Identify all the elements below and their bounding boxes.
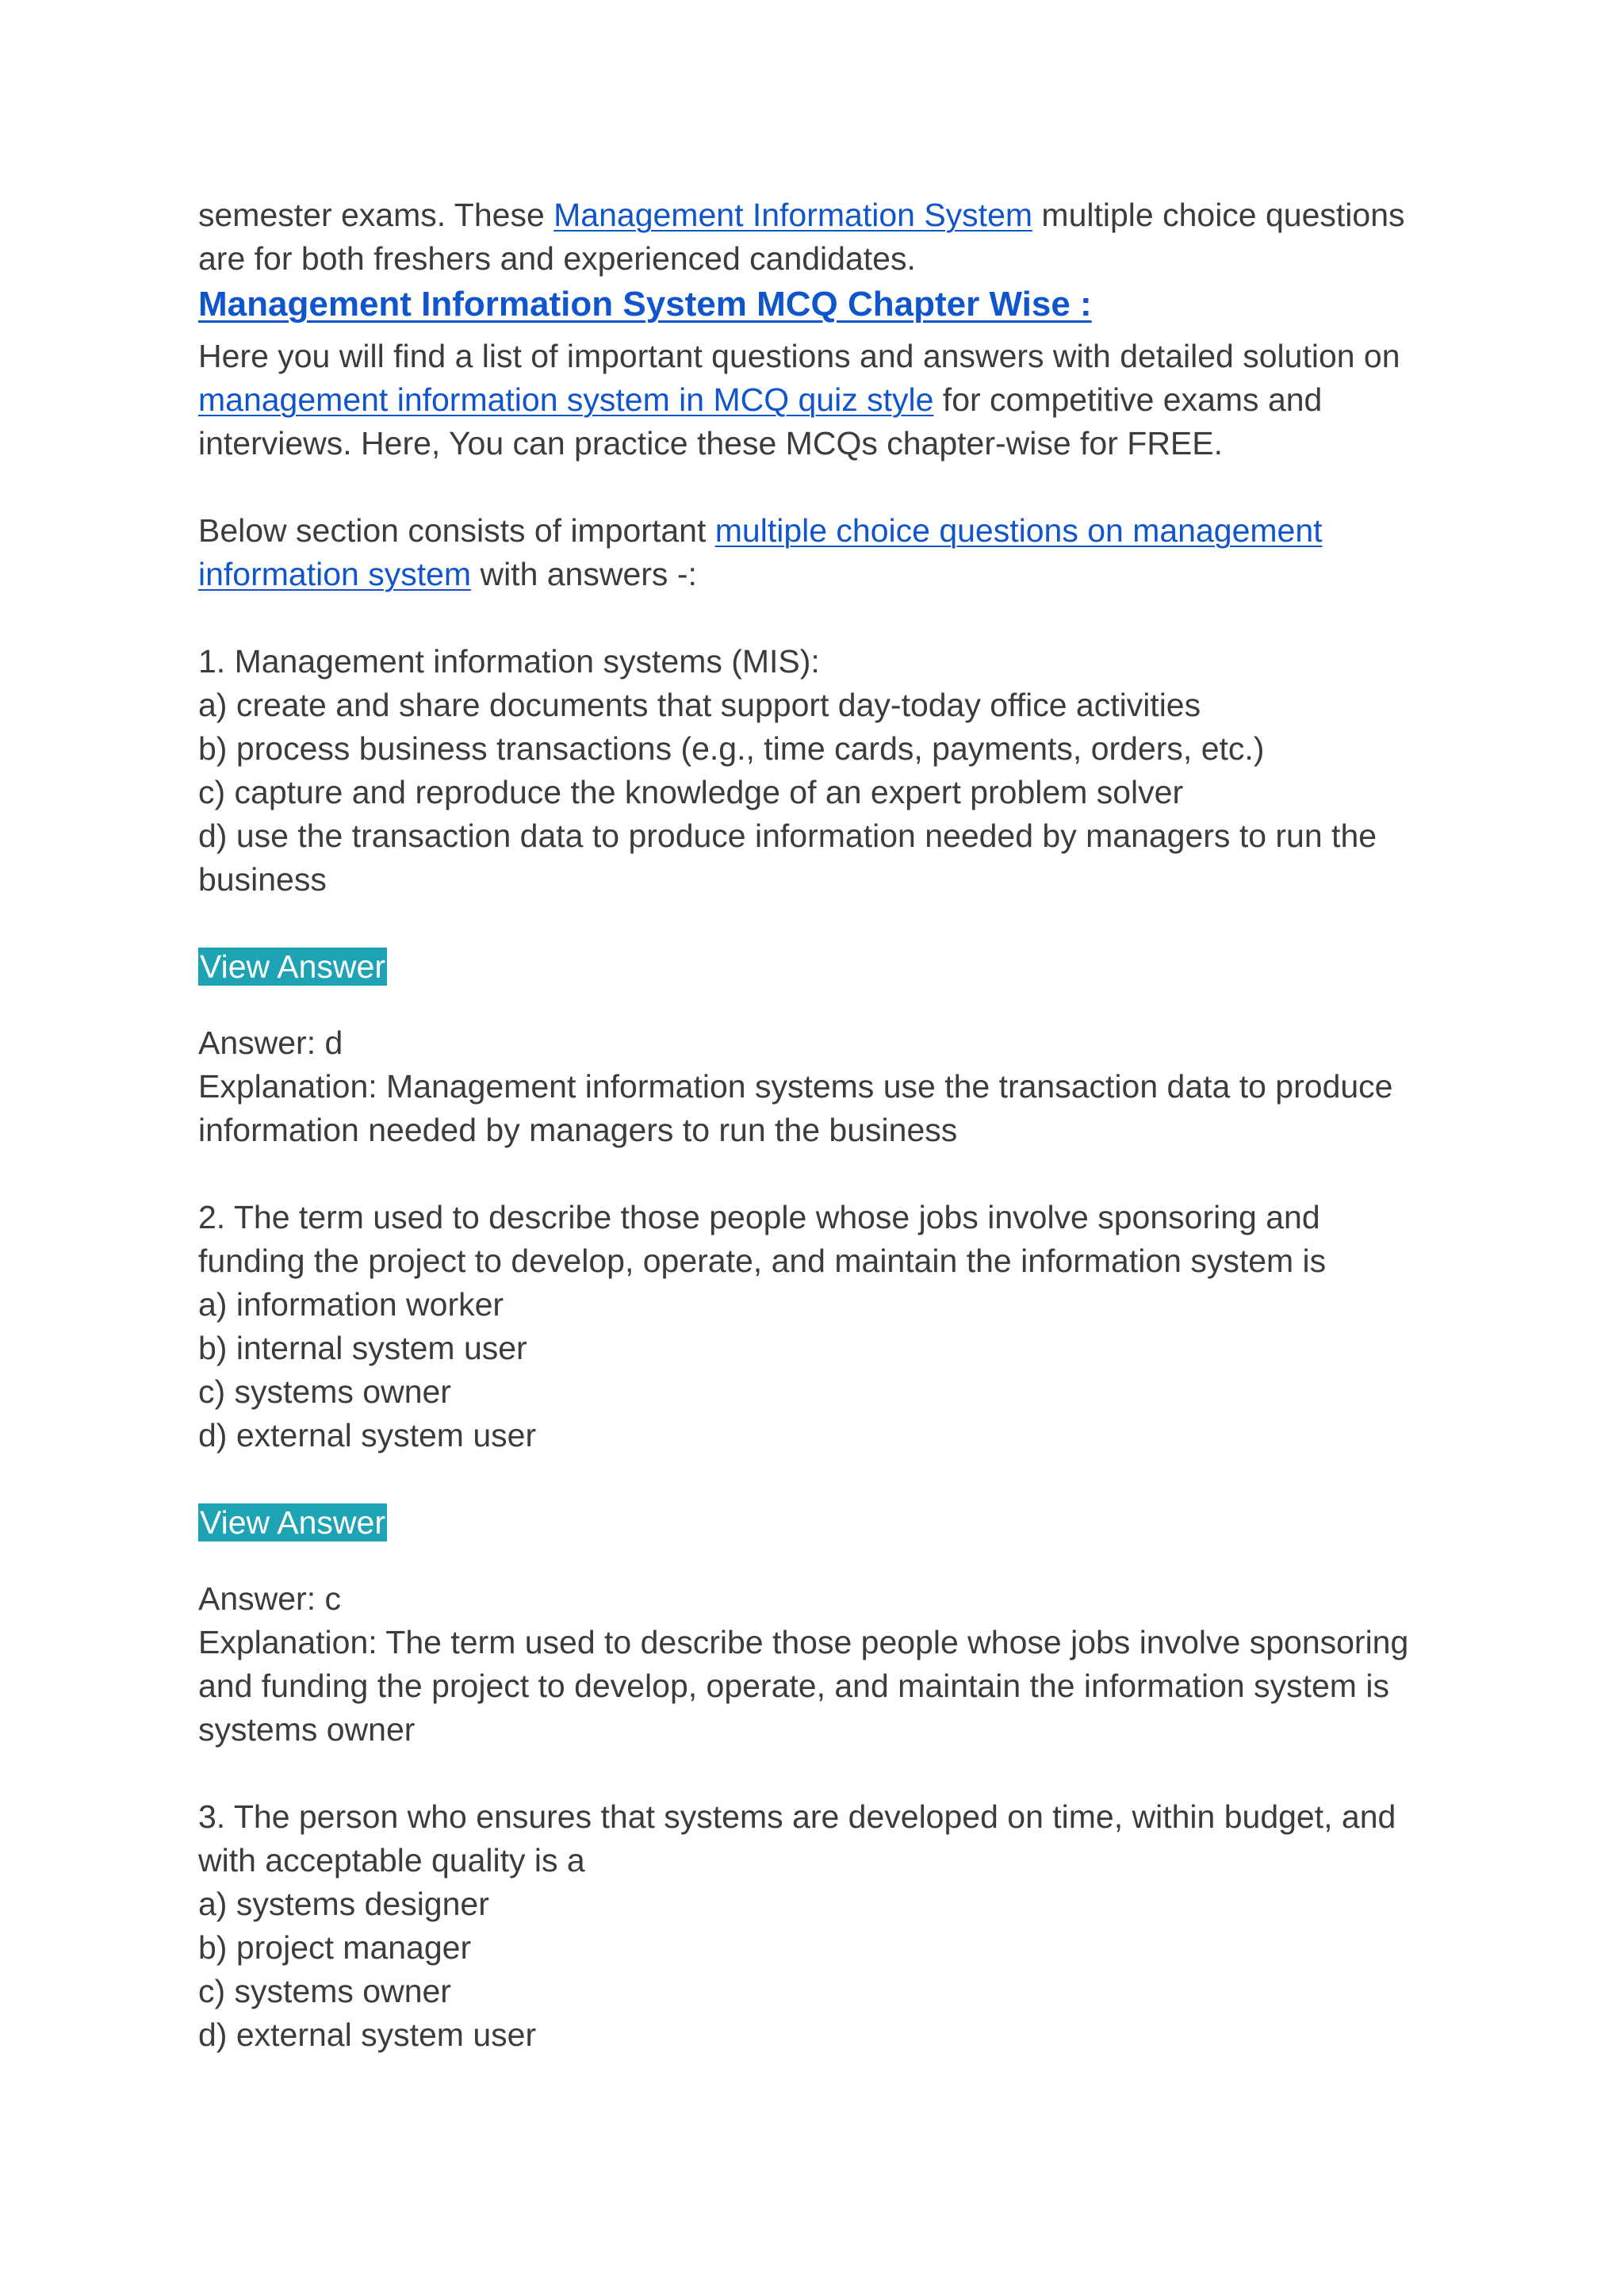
question-block-3 <box>198 1795 1435 2057</box>
description-text-post: for competitive exams and interviews. Here, You can practice these MCQs chapter-wise for FREE. <box>198 381 1323 461</box>
section-intro-pre: Below section consists of important <box>198 512 715 549</box>
option-d: d) external system user <box>198 2016 537 2053</box>
intro-link[interactable]: Management Information System <box>553 197 1033 233</box>
mcq-link[interactable]: multiple choice questions on management information system <box>198 512 1323 592</box>
view-answer-button-1[interactable]: View Answer <box>200 948 385 985</box>
question-block-2 <box>198 1196 1435 1457</box>
explanation-text: Explanation: The term used to describe those people whose jobs involve sponsoring and funding the project to develop, operate, and maintain the information system is systems owner <box>198 1624 1409 1748</box>
option-a: a) information worker <box>198 1286 504 1323</box>
answer-text: Answer: c <box>198 1580 341 1617</box>
question-text: 1. Management information systems (MIS): <box>198 643 820 680</box>
intro-paragraph <box>198 193 1435 281</box>
spacer <box>198 1152 1435 1196</box>
spacer <box>198 465 1435 509</box>
section-intro-paragraph <box>198 509 1435 596</box>
description-paragraph <box>198 335 1435 465</box>
section-heading[interactable]: Management Information System MCQ Chapter Wise : <box>198 285 1092 324</box>
option-d: d) use the transaction data to produce information needed by managers to run the business <box>198 818 1377 898</box>
option-d: d) external system user <box>198 1417 537 1453</box>
question-block-1 <box>198 640 1435 902</box>
option-a: a) create and share documents that support day-today office activities <box>198 687 1201 723</box>
option-c: c) capture and reproduce the knowledge of an expert problem solver <box>198 774 1184 810</box>
option-c: c) systems owner <box>198 1973 451 2009</box>
spacer <box>198 1545 1435 1577</box>
spacer <box>198 596 1435 640</box>
intro-text-pre: semester exams. These <box>198 197 554 233</box>
spacer <box>198 1752 1435 1795</box>
intro-text-post: multiple choice questions are for both freshers and experienced candidates. <box>198 197 1405 277</box>
spacer <box>198 1457 1435 1501</box>
spacer <box>198 902 1435 945</box>
explanation-text: Explanation: Management information systems use the transaction data to produce information needed by managers to run the business <box>198 1068 1393 1148</box>
option-b: b) project manager <box>198 1929 472 1966</box>
spacer <box>198 989 1435 1021</box>
question-text: 2. The term used to describe those people whose jobs involve sponsoring and funding the project to develop, operate, and maintain the information system is <box>198 1199 1327 1279</box>
question-text: 3. The person who ensures that systems are developed on time, within budget, and with acceptable quality is a <box>198 1798 1396 1878</box>
section-intro-post: with answers -: <box>471 556 697 592</box>
option-b: b) internal system user <box>198 1330 527 1366</box>
answer-block-1 <box>198 1021 1435 1152</box>
mcq-quiz-link[interactable]: management information system in MCQ quiz style <box>198 381 934 418</box>
option-c: c) systems owner <box>198 1373 451 1410</box>
answer-text: Answer: d <box>198 1024 343 1061</box>
view-answer-button-2[interactable]: View Answer <box>200 1504 385 1541</box>
description-text-pre: Here you will find a list of important questions and answers with detailed solution on <box>198 338 1400 374</box>
option-b: b) process business transactions (e.g., time cards, payments, orders, etc.) <box>198 730 1265 767</box>
answer-block-2 <box>198 1577 1435 1752</box>
option-a: a) systems designer <box>198 1886 489 1922</box>
document-page <box>198 193 1435 2057</box>
